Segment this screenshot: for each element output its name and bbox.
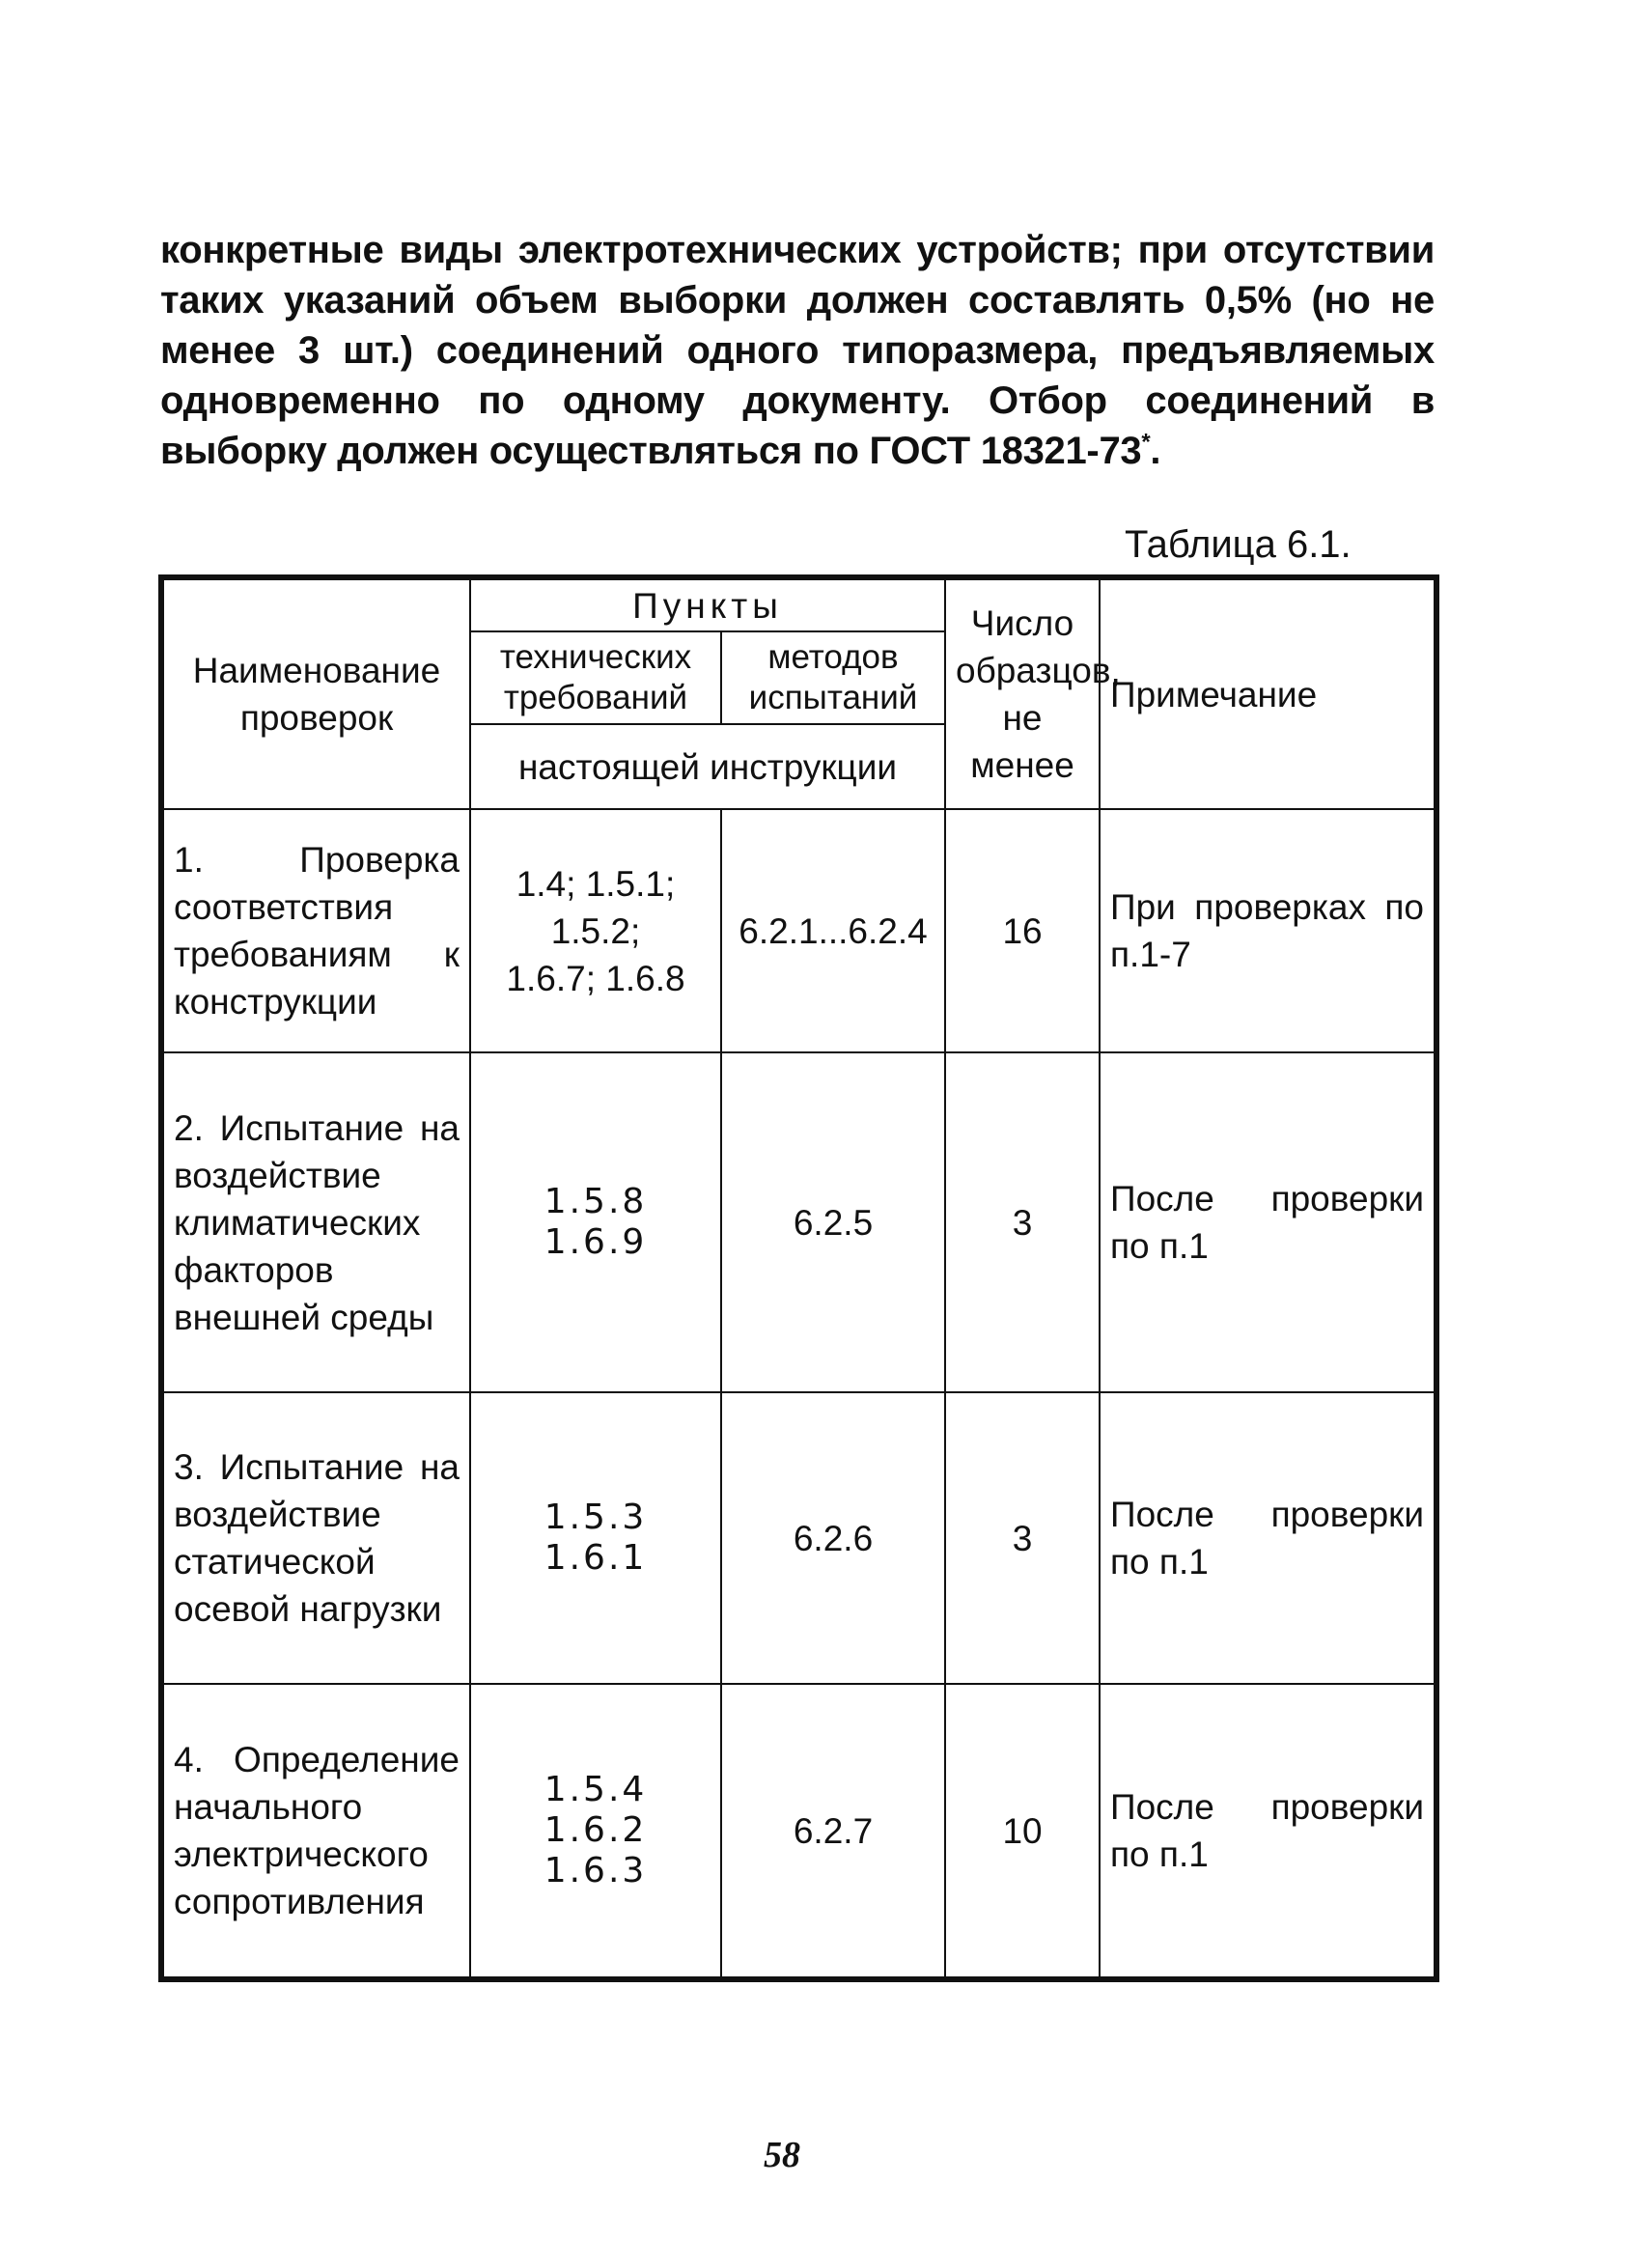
header-samples: Число образцов, не менее [945, 577, 1100, 809]
row-test-methods: 6.2.6 [721, 1392, 945, 1684]
table-caption: Таблица 6.1. [1125, 523, 1352, 566]
row-tech-req: 1.5.3 1.6.1 [470, 1392, 721, 1684]
inspection-table [158, 574, 1439, 1982]
paragraph-end: . [1150, 430, 1161, 472]
row-test-methods: 6.2.1...6.2.4 [721, 809, 945, 1052]
row-note: После проверки по п.1 [1100, 1052, 1436, 1392]
paragraph-text: конкретные виды электротехнических устройств; при отсутствии таких указаний объем выборки должен составлять 0,5% (но не менее 3 шт.) соединений одного типоразмера, предъявляемых одновременно по одному документу. Отбор соединений в выборку должен осуществляться по ГОСТ 18321-73 [160, 229, 1435, 472]
header-test-methods: методов испытаний [721, 631, 945, 724]
row-name: 2. Испытание на воздействие климатических факторов внешней среды [161, 1052, 470, 1392]
row-note: После проверки по п.1 [1100, 1392, 1436, 1684]
header-name: Наименование проверок [161, 577, 470, 809]
row-note: После проверки по п.1 [1100, 1684, 1436, 1979]
row-name: 3. Испытание на воздействие статической осевой нагрузки [161, 1392, 470, 1684]
row-samples: 16 [945, 809, 1100, 1052]
row-name: 4. Определение начального электрического сопротивления [161, 1684, 470, 1979]
header-items-group: Пункты [470, 577, 945, 631]
row-test-methods: 6.2.5 [721, 1052, 945, 1392]
row-tech-req: 1.4; 1.5.1; 1.5.2; 1.6.7; 1.6.8 [470, 809, 721, 1052]
table-row [161, 1052, 1436, 1392]
row-samples: 3 [945, 1392, 1100, 1684]
row-samples: 3 [945, 1052, 1100, 1392]
header-note: Примечание [1100, 577, 1436, 809]
row-name: 1. Проверка соответствия требованиям к конструкции [161, 809, 470, 1052]
table-row [161, 809, 1436, 1052]
table-row [161, 1684, 1436, 1979]
row-tech-req: 1.5.4 1.6.2 1.6.3 [470, 1684, 721, 1979]
row-samples: 10 [945, 1684, 1100, 1979]
body-paragraph [160, 225, 1435, 476]
page-number: 58 [764, 2135, 800, 2175]
row-tech-req: 1.5.8 1.6.9 [470, 1052, 721, 1392]
row-note: При проверках по п.1-7 [1100, 809, 1436, 1052]
header-this-instruction: настоящей инструкции [470, 724, 945, 809]
row-test-methods: 6.2.7 [721, 1684, 945, 1979]
header-row-1 [161, 577, 1436, 631]
header-tech-req: технических требований [470, 631, 721, 724]
table-row [161, 1392, 1436, 1684]
footnote-mark: * [1141, 429, 1151, 456]
